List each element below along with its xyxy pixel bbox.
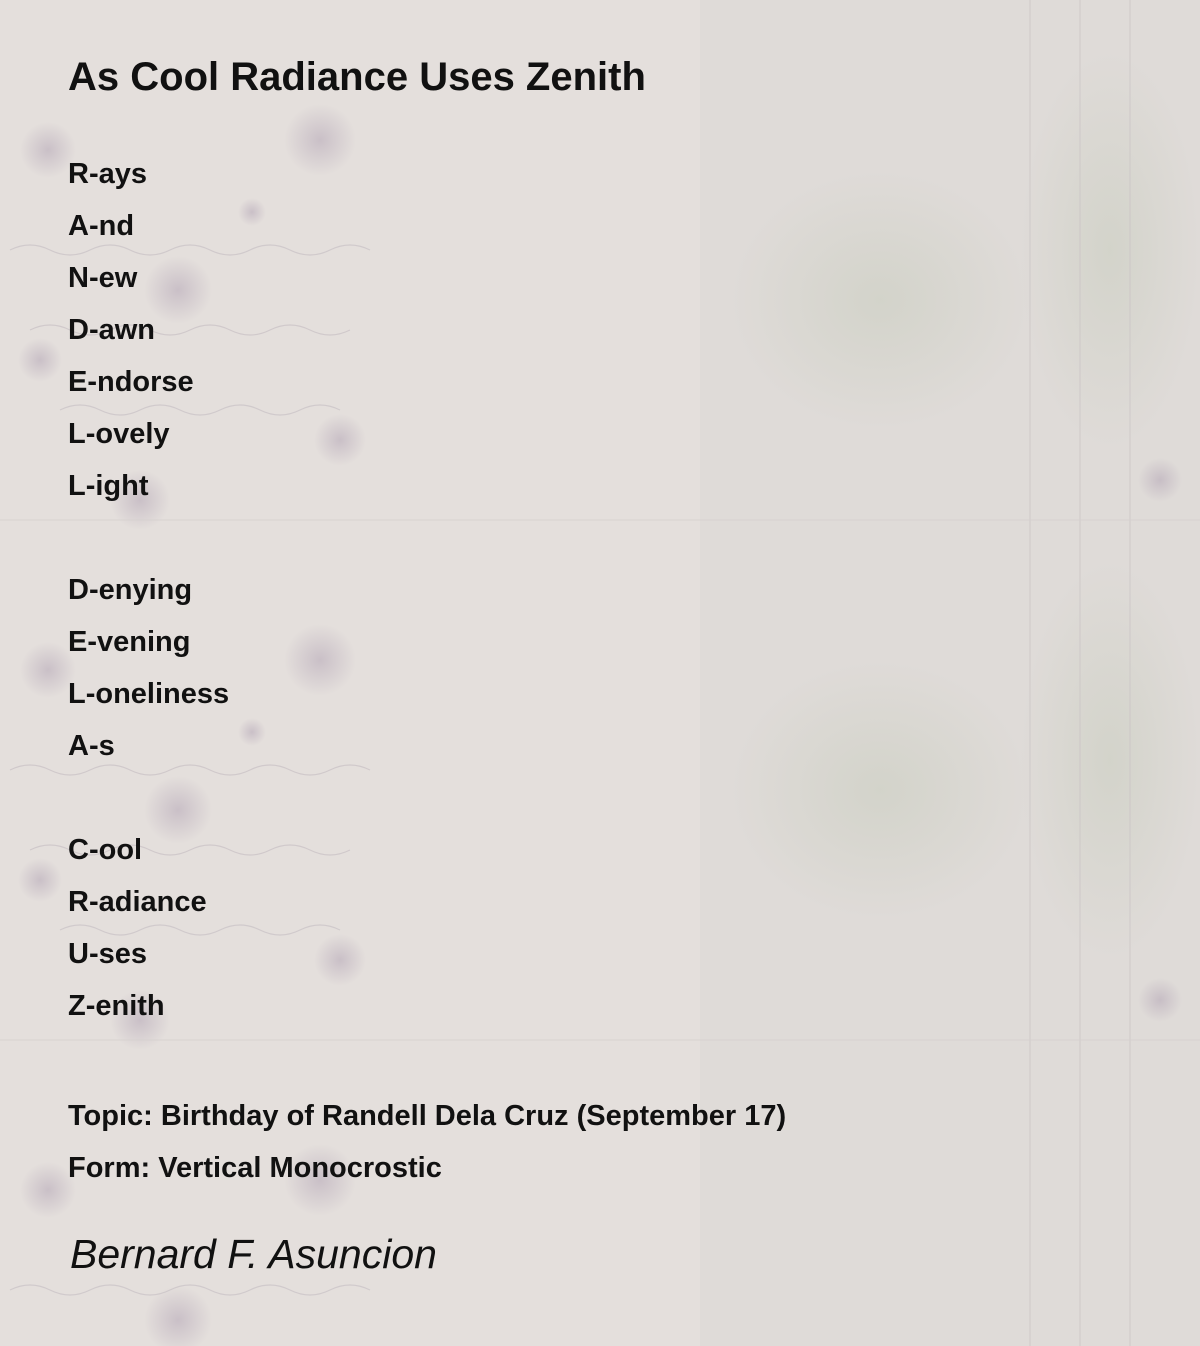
poem-line: D-awn xyxy=(68,314,155,346)
poem-line: Z-enith xyxy=(68,990,165,1022)
poem-line: A-s xyxy=(68,730,115,762)
poem-line: C-ool xyxy=(68,834,143,866)
poem-body xyxy=(68,148,1148,1032)
poem-line: R-adiance xyxy=(68,886,207,918)
poem-meta xyxy=(68,1090,1148,1194)
poem-line: E-ndorse xyxy=(68,366,194,398)
poem-line: R-ays xyxy=(68,158,147,190)
poem-line: U-ses xyxy=(68,938,147,970)
poem-author: Bernard F. Asuncion xyxy=(70,1231,437,1277)
poem-content xyxy=(68,52,1148,1284)
poem-form: Form: Vertical Monocrostic xyxy=(68,1152,442,1184)
poem-line: L-ight xyxy=(68,470,149,502)
poem-line: N-ew xyxy=(68,262,138,294)
poem-title: As Cool Radiance Uses Zenith xyxy=(68,55,646,99)
stanza-3 xyxy=(68,824,1148,1032)
poem-line: L-oneliness xyxy=(68,678,230,710)
poem-line: E-vening xyxy=(68,626,191,658)
poem-line: D-enying xyxy=(68,574,193,606)
poem-line: L-ovely xyxy=(68,418,170,450)
poem-line: A-nd xyxy=(68,210,135,242)
poem-topic: Topic: Birthday of Randell Dela Cruz (September 17) xyxy=(68,1100,787,1132)
stanza-1 xyxy=(68,148,1148,512)
stanza-2 xyxy=(68,564,1148,772)
